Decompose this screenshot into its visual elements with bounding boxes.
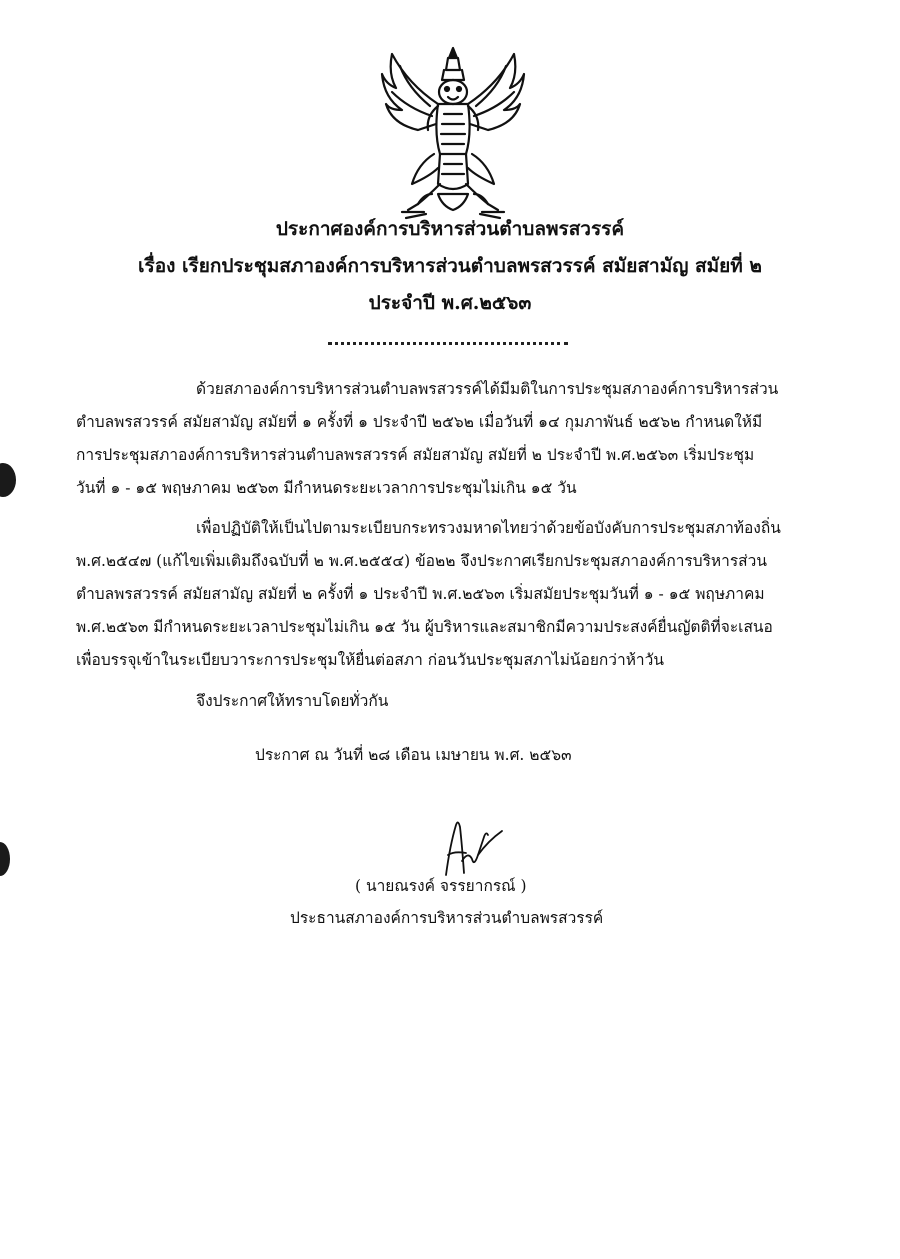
- garuda-emblem-icon: [378, 44, 528, 224]
- paragraph-line: การประชุมสภาองค์การบริหารส่วนตำบลพรสวรรค์ สมัยสามัญ สมัยที่ ๒ ประจำปี พ.ศ.๒๕๖๓ เริ่มประชุม: [76, 446, 755, 464]
- signer-name: ( นายณรงค์ จรรยากรณ์ ): [355, 877, 527, 895]
- paragraph-line: เพื่อบรรจุเข้าในระเบียบวาระการประชุมให้ยื่นต่อสภา ก่อนวันประชุมสภาไม่น้อยกว่าห้าวัน: [76, 651, 664, 669]
- signer-position: ประธานสภาองค์การบริหารส่วนตำบลพรสวรรค์: [290, 909, 604, 927]
- announcement-date: ประกาศ ณ วันที่ ๒๘ เดือน เมษายน พ.ศ. ๒๕๖๓: [255, 746, 572, 764]
- paragraph-line: เพื่อปฏิบัติให้เป็นไปตามระเบียบกระทรวงมหาดไทยว่าด้วยข้อบังคับการประชุมสภาท้องถิ่น: [196, 519, 781, 537]
- paragraph-line: พ.ศ.๒๕๔๗ (แก้ไขเพิ่มเติมถึงฉบับที่ ๒ พ.ศ.๒๕๕๔) ข้อ๒๒ จึงประกาศเรียกประชุมสภาองค์การบริหารส่วน: [76, 552, 767, 570]
- paragraph-line: ด้วยสภาองค์การบริหารส่วนตำบลพรสวรรค์ได้มีมติในการประชุมสภาองค์การบริหารส่วน: [196, 380, 779, 398]
- body-paragraph-2: [76, 512, 856, 677]
- document-year-line: ประจำปี พ.ศ.๒๕๖๓: [368, 292, 532, 314]
- handwritten-signature-icon: [432, 815, 512, 881]
- closing-statement: จึงประกาศให้ทราบโดยทั่วกัน: [196, 692, 389, 710]
- document-title: ประกาศองค์การบริหารส่วนตำบลพรสวรรค์: [275, 218, 625, 240]
- paragraph-line: ตำบลพรสวรรค์ สมัยสามัญ สมัยที่ ๒ ครั้งที่ ๑ ประจำปี พ.ศ.๒๕๖๓ เริ่มสมัยประชุมวันที่ ๑ - ๑๕ พฤษภาคม: [76, 585, 765, 603]
- paragraph-line: วันที่ ๑ - ๑๕ พฤษภาคม ๒๕๖๓ มีกำหนดระยะเวลาการประชุมไม่เกิน ๑๕ วัน: [76, 479, 577, 497]
- punch-hole-top: [0, 463, 16, 497]
- paragraph-line: ตำบลพรสวรรค์ สมัยสามัญ สมัยที่ ๑ ครั้งที่ ๑ ประจำปี ๒๕๖๒ เมื่อวันที่ ๑๔ กุมภาพันธ์ ๒๕๖๒ กำหนดให้มี: [76, 413, 763, 431]
- body-paragraph-1: [76, 373, 856, 505]
- punch-hole-bottom: [0, 842, 10, 876]
- document-subject: เรื่อง เรียกประชุมสภาองค์การบริหารส่วนตำบลพรสวรรค์ สมัยสามัญ สมัยที่ ๒: [138, 255, 762, 277]
- paragraph-line: พ.ศ.๒๕๖๓ มีกำหนดระยะเวลาประชุมไม่เกิน ๑๕ วัน ผู้บริหารและสมาชิกมีความประสงค์ยื่นญัตติที่จะเสนอ: [76, 618, 773, 636]
- title-separator: [328, 342, 568, 345]
